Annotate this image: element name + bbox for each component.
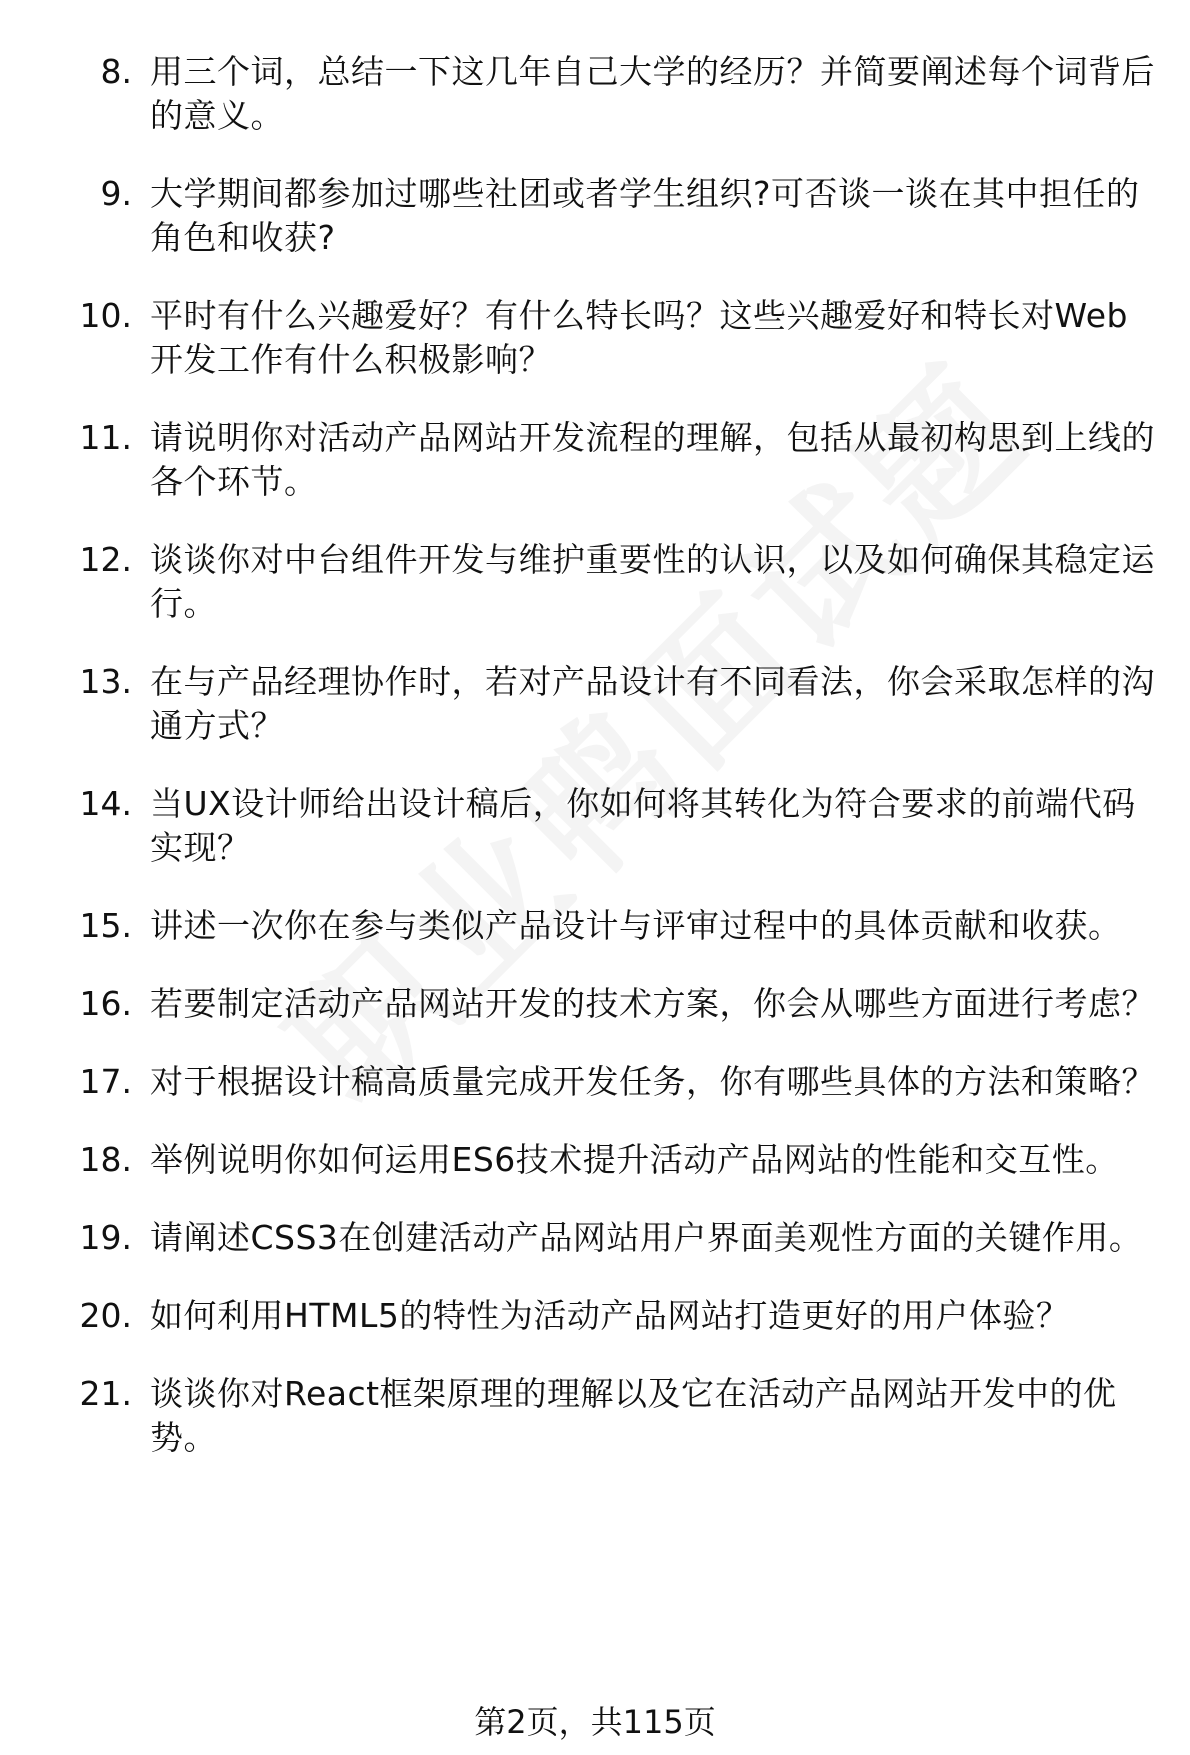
question-text: 大学期间都参加过哪些社团或者学生组织?可否谈一谈在其中担任的角色和收获? xyxy=(150,174,1140,257)
question-number: 9. xyxy=(100,174,132,213)
list-item xyxy=(56,782,1156,870)
question-text: 平时有什么兴趣爱好？有什么特长吗？这些兴趣爱好和特长对Web开发工作有什么积极影响？ xyxy=(150,296,1128,379)
question-text: 谈谈你对中台组件开发与维护重要性的认识，以及如何确保其稳定运行。 xyxy=(150,540,1155,623)
list-item xyxy=(56,1294,1156,1338)
question-number: 16. xyxy=(79,984,132,1023)
question-text: 若要制定活动产品网站开发的技术方案，你会从哪些方面进行考虑？ xyxy=(150,984,1155,1023)
list-item xyxy=(56,416,1156,504)
question-text: 讲述一次你在参与类似产品设计与评审过程中的具体贡献和收获。 xyxy=(150,906,1122,945)
question-number: 19. xyxy=(79,1218,132,1257)
question-number: 10. xyxy=(79,296,132,335)
question-text: 谈谈你对React框架原理的理解以及它在活动产品网站开发中的优势。 xyxy=(150,1374,1117,1457)
question-number: 13. xyxy=(79,662,132,701)
question-number: 15. xyxy=(79,906,132,945)
list-item xyxy=(56,50,1156,138)
list-item xyxy=(56,294,1156,382)
list-item xyxy=(56,1216,1156,1260)
question-number: 14. xyxy=(79,784,132,823)
question-number: 18. xyxy=(79,1140,132,1179)
question-number: 21. xyxy=(79,1374,132,1413)
question-list xyxy=(56,50,1156,1494)
list-item xyxy=(56,172,1156,260)
question-number: 20. xyxy=(79,1296,132,1335)
question-text: 请说明你对活动产品网站开发流程的理解，包括从最初构思到上线的各个环节。 xyxy=(150,418,1155,501)
list-item xyxy=(56,538,1156,626)
list-item xyxy=(56,660,1156,748)
list-item xyxy=(56,1372,1156,1460)
page-indicator: 第2页，共115页 xyxy=(474,1703,716,1741)
question-text: 如何利用HTML5的特性为活动产品网站打造更好的用户体验？ xyxy=(150,1296,1070,1335)
question-text: 举例说明你如何运用ES6技术提升活动产品网站的性能和交互性。 xyxy=(150,1140,1119,1179)
list-item xyxy=(56,1138,1156,1182)
question-number: 11. xyxy=(79,418,132,457)
list-item xyxy=(56,904,1156,948)
list-item xyxy=(56,1060,1156,1104)
question-number: 12. xyxy=(79,540,132,579)
list-item xyxy=(56,982,1156,1026)
question-text: 当UX设计师给出设计稿后，你如何将其转化为符合要求的前端代码实现？ xyxy=(150,784,1136,867)
question-text: 在与产品经理协作时，若对产品设计有不同看法，你会采取怎样的沟通方式？ xyxy=(150,662,1155,745)
question-number: 8. xyxy=(100,52,132,91)
question-text: 请阐述CSS3在创建活动产品网站用户界面美观性方面的关键作用。 xyxy=(150,1218,1143,1257)
question-number: 17. xyxy=(79,1062,132,1101)
question-text: 用三个词，总结一下这几年自己大学的经历？并简要阐述每个词背后的意义。 xyxy=(150,52,1155,135)
question-text: 对于根据设计稿高质量完成开发任务，你有哪些具体的方法和策略？ xyxy=(150,1062,1155,1101)
